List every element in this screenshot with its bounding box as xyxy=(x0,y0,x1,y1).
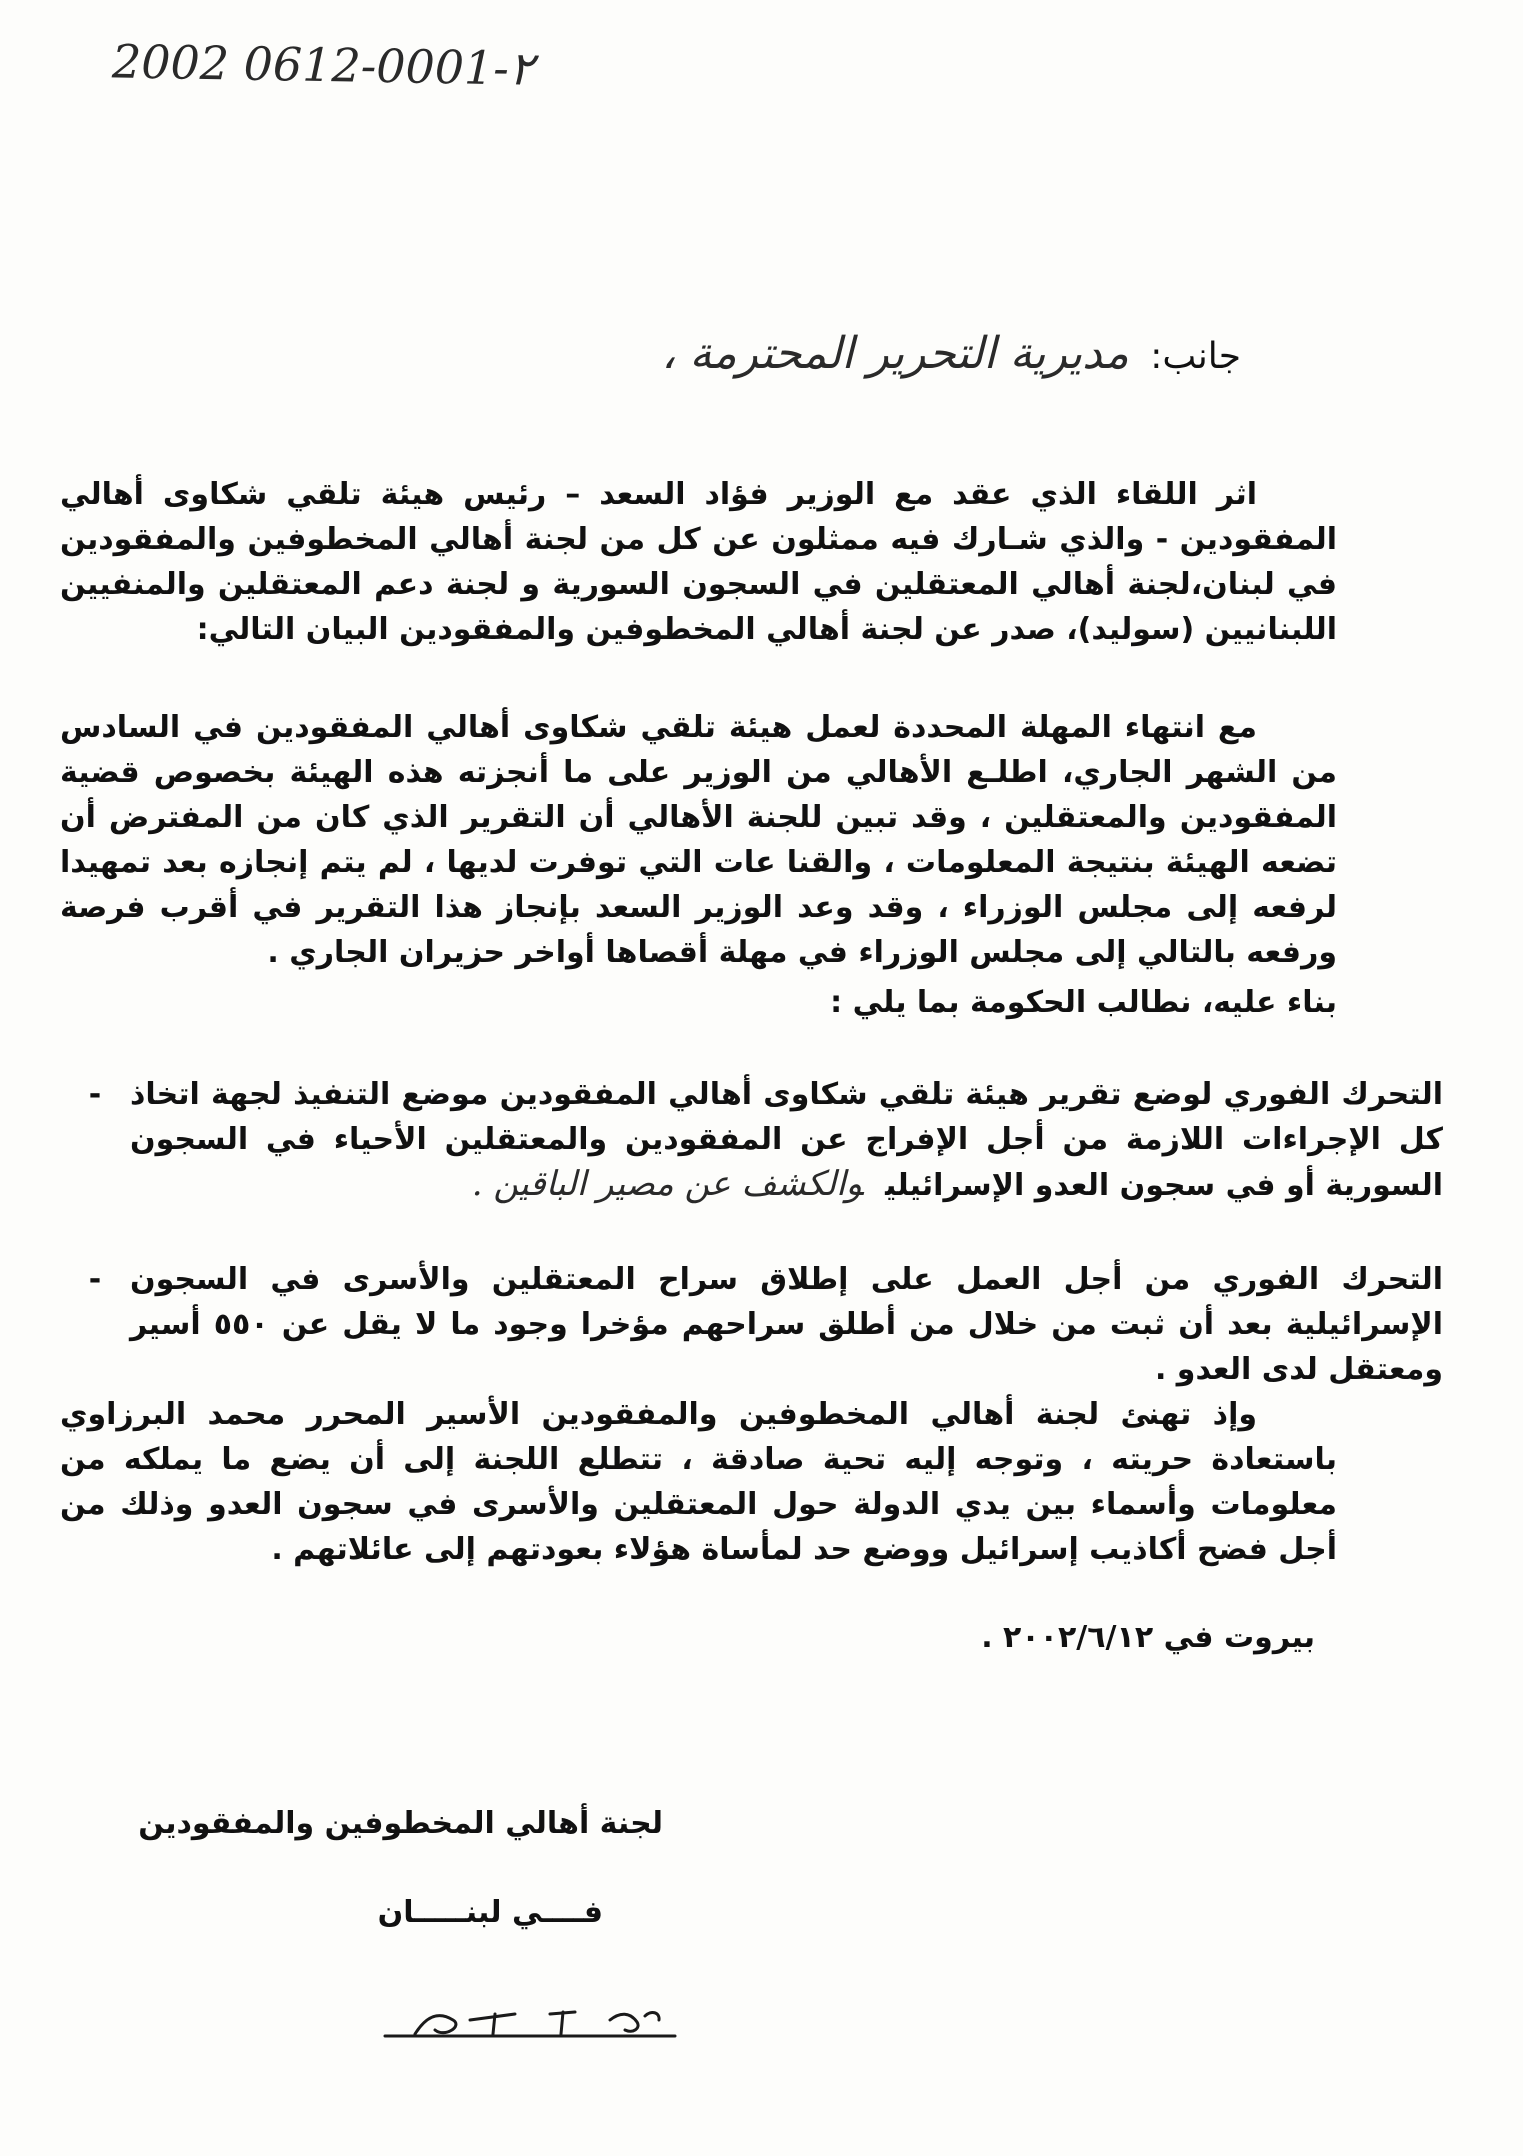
intro-paragraph: اثر اللقاء الذي عقد مع الوزير فؤاد السعد – رئيس هيئة تلقي شكاوى أهالي المفقودين - والذي شـارك فيه ممثلون عن كل من لجنة أهالي المخطوفين والمفقودين في لبنان،لجنة أهالي المعتقلين في السجون السورية و لجنة دعم المعتقلين والمنفيين اللبنانيين (سوليد)، صدر عن لجنة أهالي المخطوفين والمفقودين البيان التالي: xyxy=(60,477,1337,647)
demand-list-item xyxy=(60,1072,1443,1208)
demand-text-1-printed: التحرك الفوري لوضع تقرير هيئة تلقي شكاوى أهالي المفقودين موضع التنفيذ لجهة اتخاذ كل الإجراءات اللازمة من أجل الإفراج عن المفقودين والمعتقلين الأحياء في السجون السورية أو في سجون العدو الإسرائيلي xyxy=(130,1077,1443,1203)
demand-text-1 xyxy=(130,1072,1443,1208)
signature-organization-line2: فــــي لبنـــــان xyxy=(377,1895,603,1930)
closing-paragraph: وإذ تهنئ لجنة أهالي المخطوفين والمفقودين الأسير المحرر محمد البرزاوي باستعادة حريته ، وتوجه إليه تحية صادقة ، تتطلع اللجنة إلى أن يضع ما يملكه من معلومات وأسماء بين يدي الدولة حول المعتقلين والأسرى في سجون العدو وذلك من أجل فضح أكاذيب إسرائيل ووضع حد لمأساة هؤلاء بعودتهم إلى عائلاتهم . xyxy=(60,1397,1337,1567)
handwritten-reference-number: 2002 0612-0001-٢ xyxy=(111,34,535,96)
demands-intro: بناء عليه، نطالب الحكومة بما يلي : xyxy=(830,985,1337,1020)
bullet-dash: - xyxy=(88,1262,102,1297)
date-line: بيروت في ٢٠٠٢/٦/١٢ . xyxy=(981,1620,1315,1655)
signature-organization-line1: لجنة أهالي المخطوفين والمفقودين xyxy=(138,1806,663,1841)
addressee-handwritten-name: مديرية التحرير المحترمة ، xyxy=(661,328,1129,379)
demand-handwritten-addition: والكشف عن مصير الباقين . xyxy=(471,1164,864,1204)
deadline-paragraph: مع انتهاء المهلة المحددة لعمل هيئة تلقي شكاوى أهالي المفقودين في السادس من الشهر الجاري، اطلـع الأهالي من الوزير على ما أنجزته هذه الهيئة بخصوص قضية المفقودين والمعتقلين ، وقد تبين للجنة الأهالي أن التقرير الذي كان من المفترض أن تضعه الهيئة بنتيجة المعلومات ، والقنا عات التي توفرت لديها ، لم يتم إنجازه بعد تمهيدا لرفعه إلى مجلس الوزراء ، وقد وعد الوزير السعد بإنجاز هذا التقرير في أقرب فرصة ورفعه بالتالي إلى مجلس الوزراء في مهلة أقصاها أواخر حزيران الجاري . xyxy=(60,710,1337,970)
bullet-dash: - xyxy=(88,1077,102,1112)
addressee-line xyxy=(661,328,1241,379)
addressee-label: جانب: xyxy=(1150,336,1241,377)
demand-list-item xyxy=(60,1257,1443,1392)
handwritten-signature xyxy=(375,1990,705,2070)
demand-text-2: التحرك الفوري من أجل العمل على إطلاق سراح المعتقلين والأسرى في السجون الإسرائيلية بعد أن ثبت من خلال من أطلق سراحهم مؤخرا وجود ما لا يقل عن ٥٥٠ أسير ومعتقل لدى العدو . xyxy=(130,1262,1443,1387)
